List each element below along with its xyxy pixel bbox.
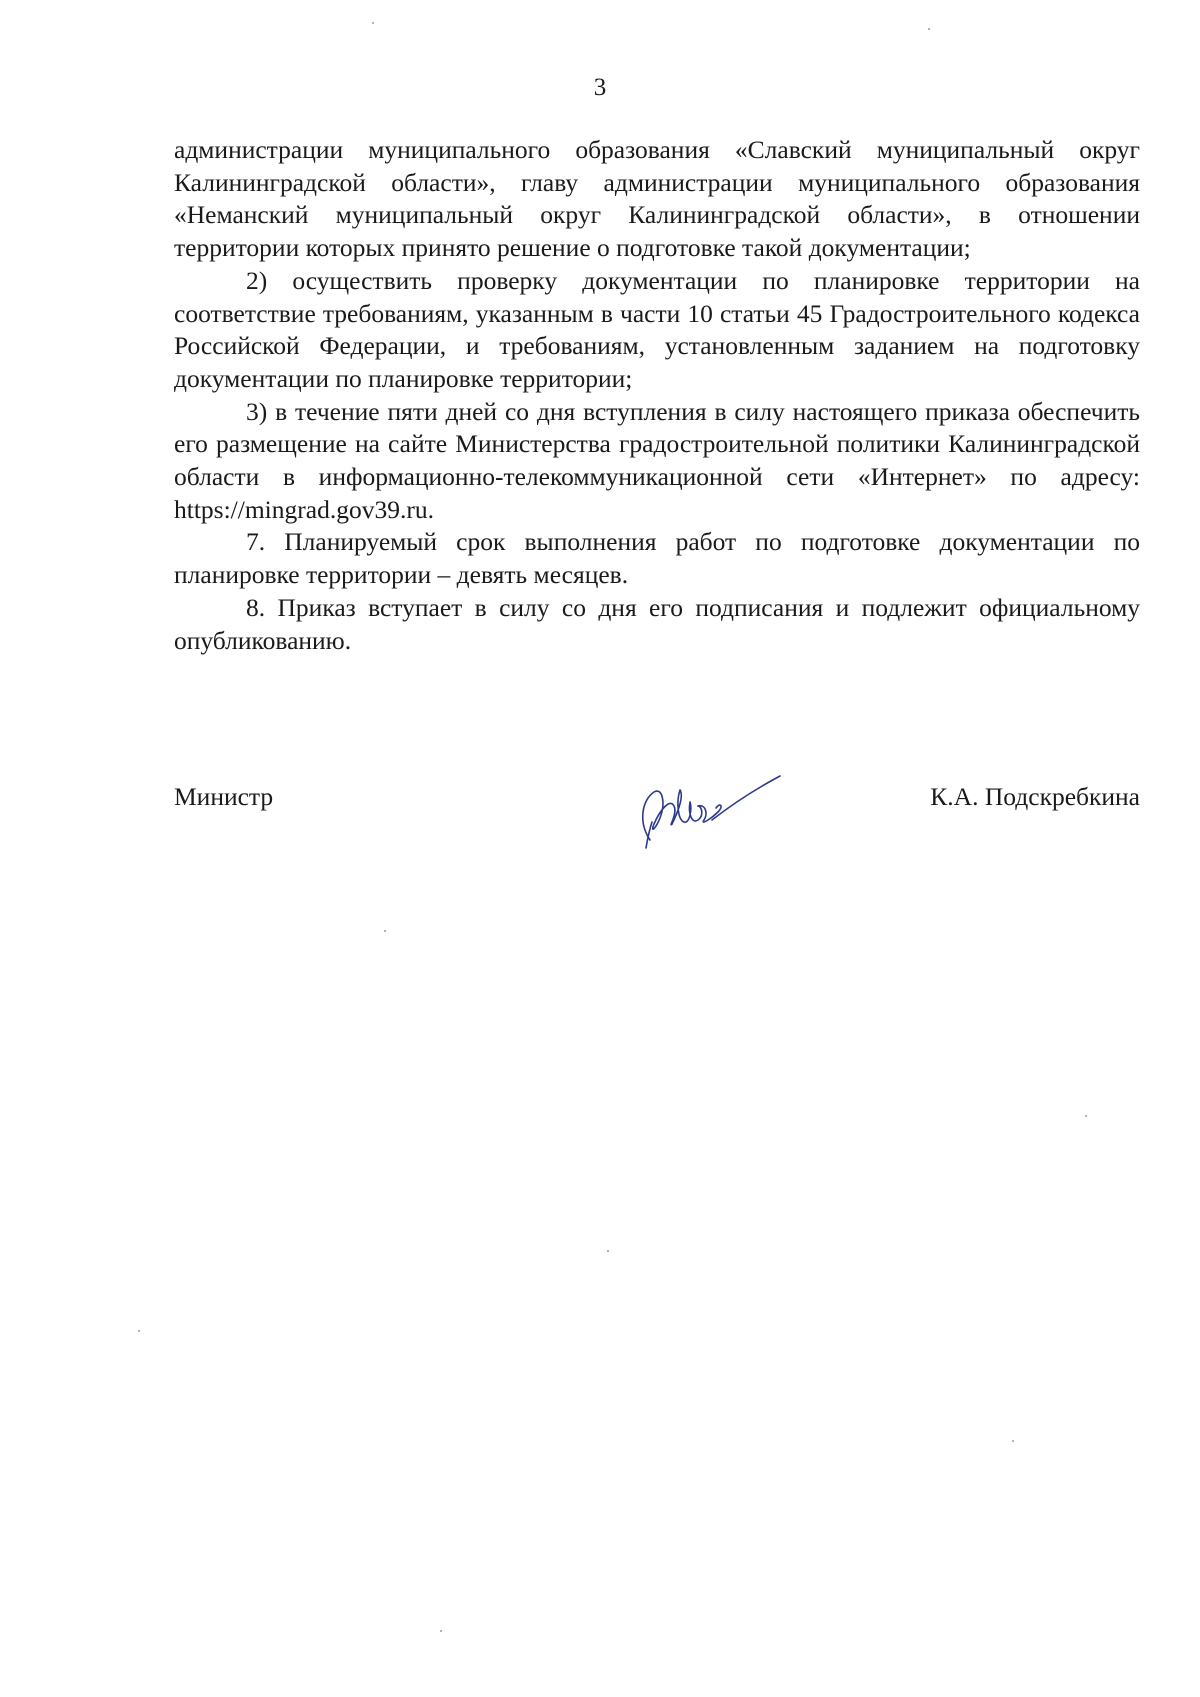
scan-speck [928,28,930,30]
scan-speck [372,22,374,24]
signature-strokes [643,776,780,848]
document-body [174,134,1140,657]
page-number: 3 [593,74,607,101]
scan-speck [1085,1115,1087,1117]
scan-speck [440,1630,442,1632]
paragraph-item-3: 3) в течение пяти дней со дня вступления в силу настоящего приказа обеспечить его размещение на сайте Министерства градостроительной политики Калининградской области в информационно-телекоммуникационной сети «Интернет» по адресу: https://mingrad.gov39.ru. [174,396,1140,524]
paragraph-item-8: 8. Приказ вступает в силу со дня его подписания и подлежит официальному опубликованию. [174,592,1140,655]
signer-name: К.А. Подскребкина [930,782,1140,811]
scan-speck [384,930,386,932]
scan-speck [607,1250,609,1252]
scan-speck [138,1330,140,1332]
signer-title: Министр [174,782,274,811]
signature-block [174,762,1140,852]
paragraph-item-7: 7. Планируемый срок выполнения работ по подготовке документации по планировке территории – девять месяцев. [174,527,1140,590]
handwritten-signature-icon [620,762,790,852]
paragraph-item-2: 2) осуществить проверку документации по планировке территории на соответствие требованиям, указанным в части 10 статьи 45 Градостроительного кодекса Российской Федерации, и требованиям, установленным заданием на подготовку документации по планировке территории; [174,265,1140,393]
paragraph-continuation: администрации муниципального образования «Славский муниципальный округ Калининградской области», главу администрации муниципального образования «Неманский муниципальный округ Калининградской области», в отношении территории которых принято решение о подготовке такой документации; [174,135,1140,263]
scan-speck [1012,1440,1014,1442]
